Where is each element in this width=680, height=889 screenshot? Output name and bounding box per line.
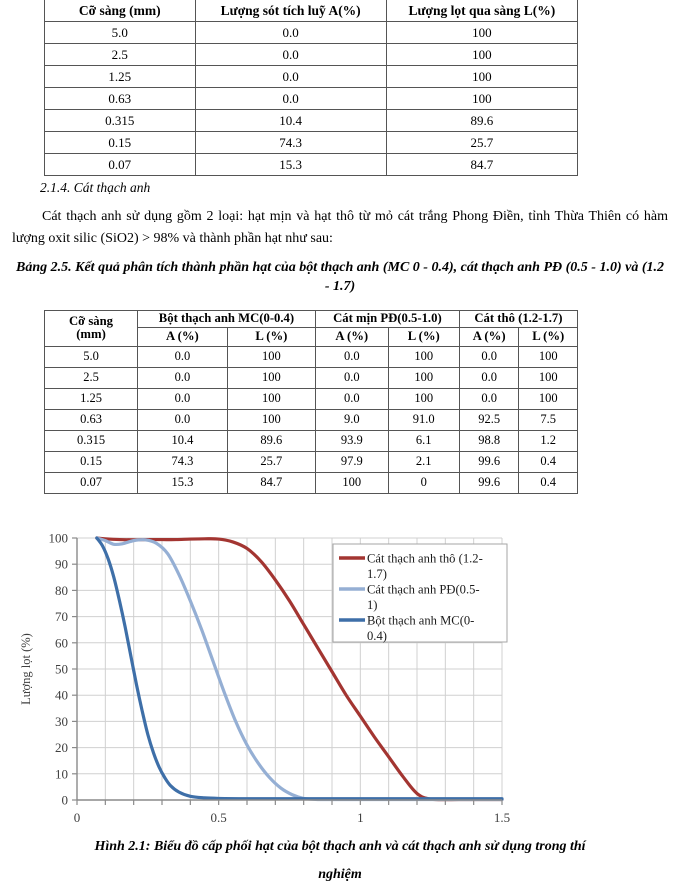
table-cell: 0.4 <box>519 472 578 493</box>
table-cell: 0.63 <box>45 409 138 430</box>
table-cell: 74.3 <box>138 451 228 472</box>
table-cell: 100 <box>519 367 578 388</box>
table-cell: 92.5 <box>459 409 519 430</box>
paragraph-line-1: Cát thạch anh sử dụng gồm 2 loại: hạt mịn và hạt thô từ mỏ cát trắng Phong Điền, tỉnh <box>42 209 551 224</box>
column-header-passing: Lượng lọt qua sàng L(%) <box>386 0 577 22</box>
y-tick-label: 100 <box>48 530 68 546</box>
table-cell: 0.07 <box>45 472 138 493</box>
table-cell: 9.0 <box>315 409 388 430</box>
table-cell: 100 <box>519 346 578 367</box>
legend-label-2: Bột thạch anh MC(0- <box>367 613 475 628</box>
table-cell: 93.9 <box>315 430 388 451</box>
group-header-coarse: Cát thô (1.2-1.7) <box>459 311 577 328</box>
table-cell: 5.0 <box>45 346 138 367</box>
table-2-caption-line-2: anh PĐ (0.5 - 1.0) và (1.2 - 1.7) <box>324 260 664 294</box>
table-2-caption <box>14 258 666 296</box>
sieve-analysis-table-1 <box>44 0 578 176</box>
table-cell: 74.3 <box>195 132 386 154</box>
table-cell: 100 <box>386 66 577 88</box>
table-row <box>45 22 578 44</box>
subcolumn-header: A (%) <box>459 327 519 346</box>
table-cell: 25.7 <box>227 451 315 472</box>
table-cell: 10.4 <box>138 430 228 451</box>
table-cell: 91.0 <box>388 409 459 430</box>
grain-distribution-chart <box>0 524 680 829</box>
table-cell: 99.6 <box>459 472 519 493</box>
table-cell: 0.0 <box>138 346 228 367</box>
legend-label-0-cont: 1.7) <box>367 567 387 581</box>
table-cell: 2.1 <box>388 451 459 472</box>
grain-composition-table-2 <box>44 310 578 494</box>
column-header-sieve-size: Cỡ sàng (mm) <box>45 0 196 22</box>
table-cell: 25.7 <box>386 132 577 154</box>
table-cell: 0.315 <box>45 110 196 132</box>
y-tick-label: 60 <box>55 635 68 651</box>
legend-label-2-cont: 0.4) <box>367 629 387 643</box>
table-row <box>45 66 578 88</box>
table-row <box>45 346 578 367</box>
column-header-retained: Lượng sót tích luỹ A(%) <box>195 0 386 22</box>
table-cell: 99.6 <box>459 451 519 472</box>
table-cell: 98.8 <box>459 430 519 451</box>
table-cell: 0.15 <box>45 451 138 472</box>
table-cell: 0.0 <box>195 88 386 110</box>
table-cell: 100 <box>388 388 459 409</box>
y-tick-label: 40 <box>55 687 68 703</box>
table-cell: 0.0 <box>195 44 386 66</box>
corner-header-line-2: (mm) <box>76 327 106 342</box>
y-tick-label: 50 <box>55 661 68 677</box>
table-cell: 0.0 <box>138 409 228 430</box>
chart-svg <box>0 524 680 829</box>
y-tick-label: 0 <box>61 792 68 808</box>
table-row <box>45 430 578 451</box>
y-axis-tick-labels <box>49 531 69 808</box>
table-row <box>45 110 578 132</box>
table-cell: 15.3 <box>138 472 228 493</box>
table-cell: 0.4 <box>519 451 578 472</box>
legend-label-1: Cát thạch anh PĐ(0.5- <box>367 582 480 597</box>
table-cell: 100 <box>386 22 577 44</box>
table-cell: 0.0 <box>195 22 386 44</box>
table-cell: 0 <box>388 472 459 493</box>
legend-label-1-cont: 1) <box>367 598 378 612</box>
table-row <box>45 367 578 388</box>
x-tick-label: 1 <box>357 810 364 825</box>
table-cell: 0.07 <box>45 154 196 176</box>
table-cell: 0.0 <box>459 388 519 409</box>
y-tick-label: 90 <box>55 556 68 572</box>
table-row <box>45 388 578 409</box>
table-cell: 100 <box>388 346 459 367</box>
table-cell: 84.7 <box>386 154 577 176</box>
group-header-mc: Bột thạch anh MC(0-0.4) <box>138 311 316 328</box>
table-cell: 1.25 <box>45 66 196 88</box>
paragraph-line-2: Thừa Thiên có hàm lượng oxit silic (SiO2) > 98% và thành phần hạt như sau: <box>12 209 668 246</box>
subcolumn-header: L (%) <box>227 327 315 346</box>
table-cell: 0.0 <box>315 346 388 367</box>
table-cell: 0.0 <box>138 367 228 388</box>
table-cell: 100 <box>227 388 315 409</box>
table-cell: 1.2 <box>519 430 578 451</box>
table-cell: 100 <box>227 346 315 367</box>
table-cell: 5.0 <box>45 22 196 44</box>
table-cell: 100 <box>315 472 388 493</box>
group-header-pd: Cát mịn PĐ(0.5-1.0) <box>315 311 459 328</box>
table-row <box>45 132 578 154</box>
table-row <box>45 44 578 66</box>
table-cell: 0.315 <box>45 430 138 451</box>
table-cell: 100 <box>388 367 459 388</box>
section-paragraph <box>12 206 668 250</box>
section-heading: 2.1.4. Cát thạch anh <box>40 180 151 195</box>
y-tick-label: 70 <box>55 609 68 625</box>
figure-caption-line-1: Hình 2.1: Biểu đồ cấp phối hạt của bột thạch anh và cát thạch anh sử dụng trong thí <box>94 839 586 854</box>
subcolumn-header: L (%) <box>519 327 578 346</box>
column-header-sieve-size <box>45 311 138 347</box>
legend-label-0: Cát thạch anh thô (1.2- <box>367 551 483 566</box>
figure-caption-line-2: nghiệm <box>318 867 362 882</box>
table-cell: 0.0 <box>138 388 228 409</box>
table-cell: 6.1 <box>388 430 459 451</box>
subcolumn-header: A (%) <box>315 327 388 346</box>
y-axis-title: Lượng lọt (%) <box>19 633 33 705</box>
table-group-header-row <box>45 311 578 328</box>
table-cell: 0.0 <box>459 346 519 367</box>
x-tick-label: 1.5 <box>493 810 511 825</box>
x-axis-tick-labels <box>74 810 510 825</box>
x-tick-label: 0 <box>73 810 81 825</box>
table-2-caption-line-1: Bảng 2.5. Kết quả phân tích thành phần hạt của bột thạch anh (MC 0 - 0.4), cát thạch <box>16 260 514 275</box>
corner-header-line-1: Cỡ sàng <box>68 313 114 328</box>
table-cell: 7.5 <box>519 409 578 430</box>
y-tick-label: 20 <box>55 740 68 756</box>
table-cell: 0.15 <box>45 132 196 154</box>
table-cell: 0.0 <box>195 66 386 88</box>
table-cell: 15.3 <box>195 154 386 176</box>
table-cell: 0.0 <box>459 367 519 388</box>
subcolumn-header: L (%) <box>388 327 459 346</box>
table-row <box>45 409 578 430</box>
table-row <box>45 154 578 176</box>
table-cell: 1.25 <box>45 388 138 409</box>
x-tick-label: 0.5 <box>210 810 227 825</box>
table-cell: 100 <box>227 409 315 430</box>
y-tick-label: 80 <box>55 582 68 598</box>
table-cell: 100 <box>519 388 578 409</box>
table-cell: 10.4 <box>195 110 386 132</box>
table-header-row <box>45 0 578 22</box>
table-cell: 0.0 <box>315 367 388 388</box>
y-tick-label: 10 <box>55 766 68 782</box>
table-cell: 100 <box>386 44 577 66</box>
table-cell: 97.9 <box>315 451 388 472</box>
table-cell: 84.7 <box>227 472 315 493</box>
table-row <box>45 88 578 110</box>
table-cell: 100 <box>386 88 577 110</box>
subcolumn-header: A (%) <box>138 327 228 346</box>
chart-legend <box>333 544 507 643</box>
table-cell: 2.5 <box>45 367 138 388</box>
table-row <box>45 472 578 493</box>
table-cell: 89.6 <box>227 430 315 451</box>
table-cell: 100 <box>227 367 315 388</box>
table-cell: 89.6 <box>386 110 577 132</box>
table-cell: 0.63 <box>45 88 196 110</box>
y-tick-label: 30 <box>55 713 68 729</box>
figure-caption <box>14 833 666 889</box>
table-cell: 0.0 <box>315 388 388 409</box>
table-cell: 2.5 <box>45 44 196 66</box>
table-row <box>45 451 578 472</box>
